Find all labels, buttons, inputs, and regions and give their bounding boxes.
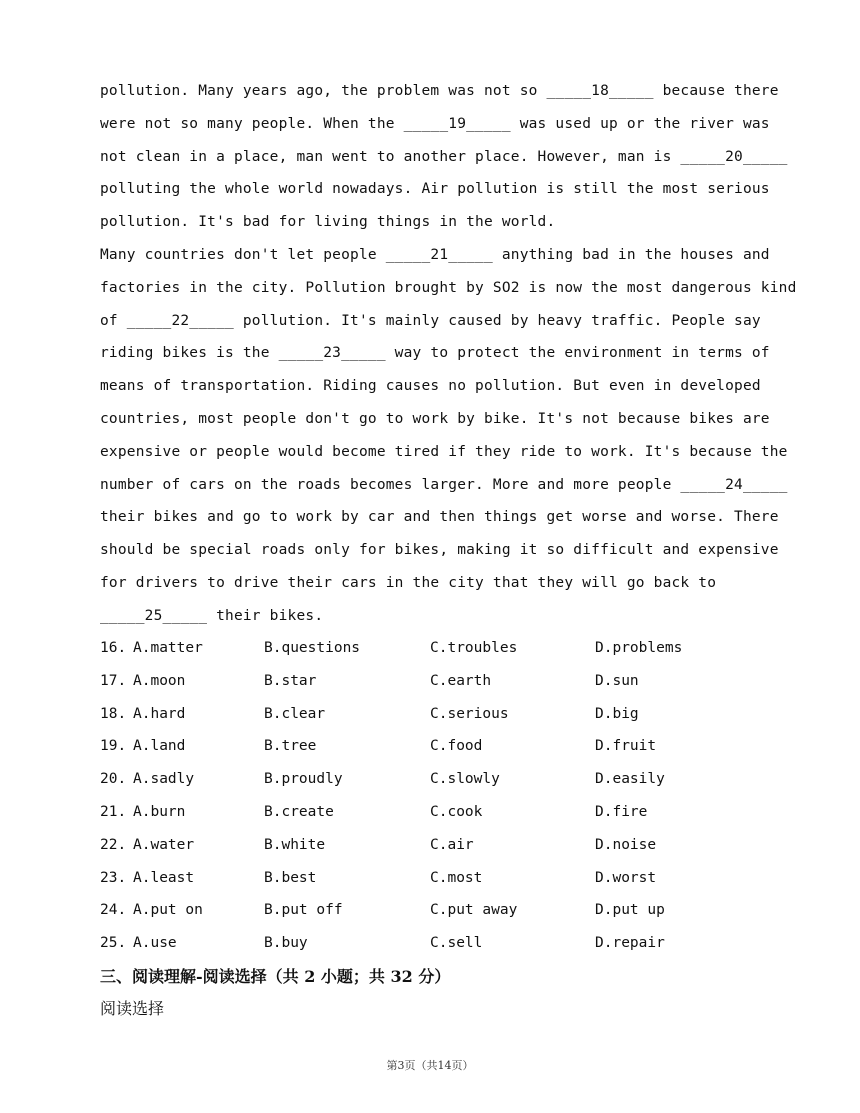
option-c: C.food: [430, 738, 483, 755]
passage-line: expensive or people would become tired if they ride to work. It's because the: [100, 443, 788, 460]
passage-line: riding bikes is the _____23_____ way to protect the environment in terms of: [100, 345, 770, 362]
section-subheading: 阅读选择: [100, 999, 165, 1018]
question-number: 16.: [100, 640, 127, 656]
option-c: C.slowly: [430, 771, 500, 788]
question-row: [100, 665, 780, 698]
option-b: B.questions: [264, 640, 361, 656]
option-c: C.earth: [430, 672, 492, 689]
question-row: [100, 894, 780, 927]
question-row: [100, 698, 780, 731]
option-b: B.clear: [264, 705, 326, 722]
option-a: A.matter: [133, 640, 203, 656]
question-number: 20.: [100, 771, 127, 788]
question-number: 22.: [100, 836, 127, 853]
option-a: A.least: [133, 869, 195, 886]
option-d: D.problems: [595, 640, 683, 656]
passage-line: not clean in a place, man went to another place. However, man is _____20_____: [100, 148, 788, 165]
option-b: B.create: [264, 803, 334, 820]
option-d: D.sun: [595, 672, 639, 689]
option-b: B.put off: [264, 902, 343, 919]
passage-line: for drivers to drive their cars in the city that they will go back to: [100, 574, 717, 591]
passage-line: their bikes and go to work by car and then things get worse and worse. There: [100, 509, 779, 526]
question-row: [100, 927, 780, 960]
question-number: 18.: [100, 705, 127, 722]
option-a: A.use: [133, 935, 177, 952]
question-number: 21.: [100, 803, 127, 820]
option-a: A.water: [133, 836, 195, 853]
question-row: [100, 829, 780, 862]
section-heading: 三、阅读理解-阅读选择（共 2 小题；共 32 分）: [100, 967, 451, 986]
question-number: 25.: [100, 935, 127, 952]
question-row: [100, 730, 780, 763]
option-c: C.cook: [430, 803, 483, 820]
option-a: A.moon: [133, 672, 186, 689]
passage-line: should be special roads only for bikes, making it so difficult and expensive: [100, 542, 779, 559]
option-a: A.sadly: [133, 771, 195, 788]
option-d: D.repair: [595, 935, 665, 952]
cloze-passage: [100, 75, 797, 633]
option-c: C.put away: [430, 902, 518, 919]
question-number: 23.: [100, 869, 127, 886]
question-row: [100, 862, 780, 895]
option-c: C.air: [430, 836, 474, 853]
option-b: B.white: [264, 836, 326, 853]
passage-line: were not so many people. When the _____19_____ was used up or the river was: [100, 115, 770, 132]
option-b: B.best: [264, 869, 317, 886]
option-a: A.land: [133, 738, 186, 755]
question-number: 19.: [100, 738, 127, 755]
passage-line: countries, most people don't go to work by bike. It's not because bikes are: [100, 410, 770, 427]
passage-line: polluting the whole world nowadays. Air pollution is still the most serious: [100, 181, 770, 198]
passage-line: _____25_____ their bikes.: [100, 607, 324, 624]
option-b: B.tree: [264, 738, 317, 755]
question-number: 24.: [100, 902, 127, 919]
option-a: A.hard: [133, 705, 186, 722]
option-c: C.most: [430, 869, 483, 886]
option-c: C.sell: [430, 935, 483, 952]
option-b: B.proudly: [264, 771, 343, 788]
option-d: D.big: [595, 705, 639, 722]
option-d: D.easily: [595, 771, 665, 788]
passage-line: Many countries don't let people _____21_____ anything bad in the houses and: [100, 246, 770, 263]
passage-line: pollution. It's bad for living things in the world.: [100, 214, 556, 231]
option-d: D.worst: [595, 869, 657, 886]
option-d: D.fruit: [595, 738, 657, 755]
question-number: 17.: [100, 672, 127, 689]
question-row: [100, 632, 780, 665]
passage-line: of _____22_____ pollution. It's mainly caused by heavy traffic. People say: [100, 312, 761, 329]
passage-line: pollution. Many years ago, the problem was not so _____18_____ because there: [100, 83, 779, 99]
option-b: B.star: [264, 672, 317, 689]
passage-line: means of transportation. Riding causes no pollution. But even in developed: [100, 378, 761, 395]
option-d: D.noise: [595, 836, 657, 853]
option-c: C.troubles: [430, 640, 518, 656]
option-c: C.serious: [430, 705, 509, 722]
passage-line: factories in the city. Pollution brought by SO2 is now the most dangerous kind: [100, 279, 797, 296]
option-a: A.burn: [133, 803, 186, 820]
question-row: [100, 796, 780, 829]
passage-line: number of cars on the roads becomes larger. More and more people _____24_____: [100, 476, 788, 493]
option-b: B.buy: [264, 935, 308, 952]
option-a: A.put on: [133, 902, 203, 919]
option-d: D.put up: [595, 902, 665, 919]
option-d: D.fire: [595, 803, 648, 820]
page-footer: 第3页（共14页）: [386, 1059, 474, 1072]
question-row: [100, 763, 780, 796]
answer-options: [100, 632, 780, 960]
